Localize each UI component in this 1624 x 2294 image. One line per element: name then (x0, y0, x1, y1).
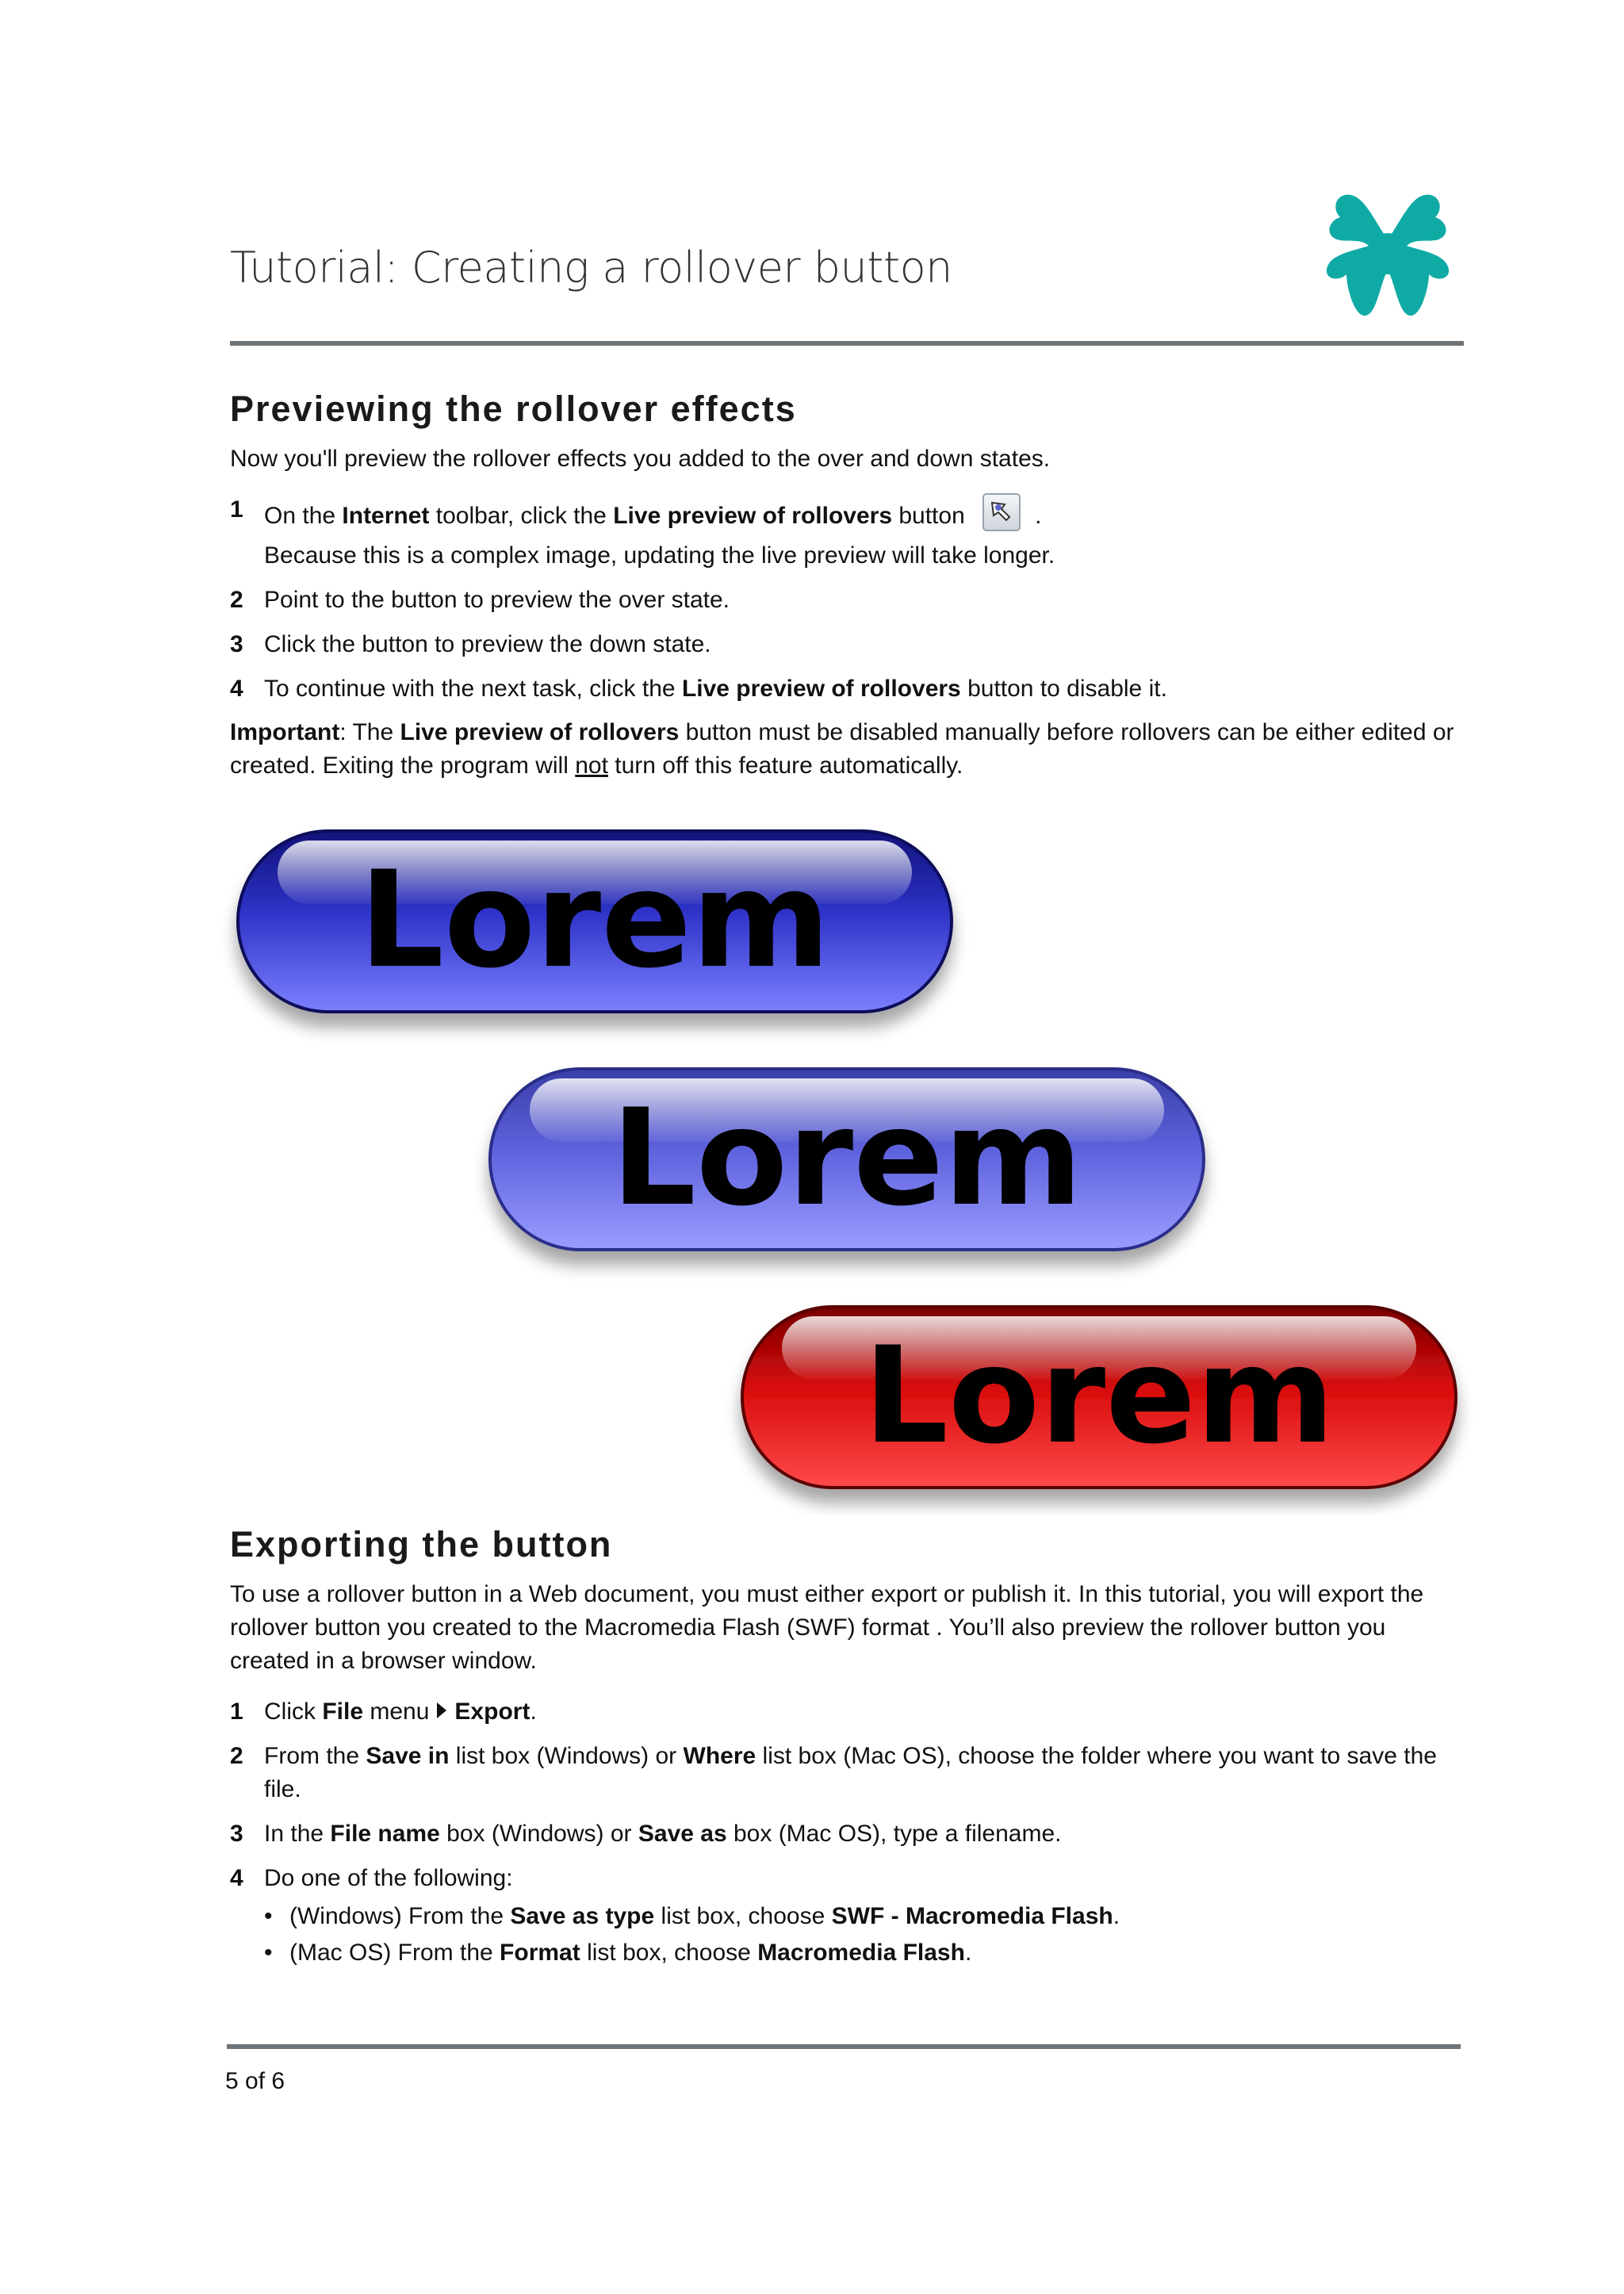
header-rule (230, 341, 1464, 346)
button-label: Lorem (358, 842, 831, 998)
step-number: 1 (230, 496, 243, 523)
page-title: Tutorial: Creating a rollover button (230, 243, 952, 293)
section-heading-previewing: Previewing the rollover effects (230, 389, 797, 429)
section-intro-exporting: To use a rollover button in a Web document, you must either export or publish it. In this tutorial, you will export the rollover button you created to the Macromedia Flash (SWF) format . You’ll also preview the rollover button you created in a browser window. (230, 1581, 1424, 1674)
page-number: 5 of 6 (225, 2068, 285, 2094)
button-label: Lorem (611, 1080, 1083, 1235)
button-over-state (490, 1069, 1204, 1250)
button-up-state (238, 831, 952, 1012)
button-label: Lorem (863, 1318, 1335, 1473)
menu-arrow-icon (437, 1702, 446, 1718)
logo-icon (1320, 190, 1456, 320)
important-note: Important: The Live preview of rollovers button must be disabled manually before rollovers can be either edited or created. Exiting the program will not turn off this feature automatically. (230, 719, 1454, 779)
rollover-states-illustration (222, 817, 1475, 1515)
step-text: On the Internet toolbar, click the Live preview of rollovers button . (264, 493, 1469, 533)
footer-rule (227, 2044, 1461, 2049)
rollover-preview-icon (982, 493, 1021, 531)
section-intro-previewing: Now you'll preview the rollover effects you added to the over and down states. (230, 446, 1051, 472)
button-down-state (742, 1307, 1456, 1488)
section-heading-exporting: Exporting the button (230, 1524, 613, 1564)
